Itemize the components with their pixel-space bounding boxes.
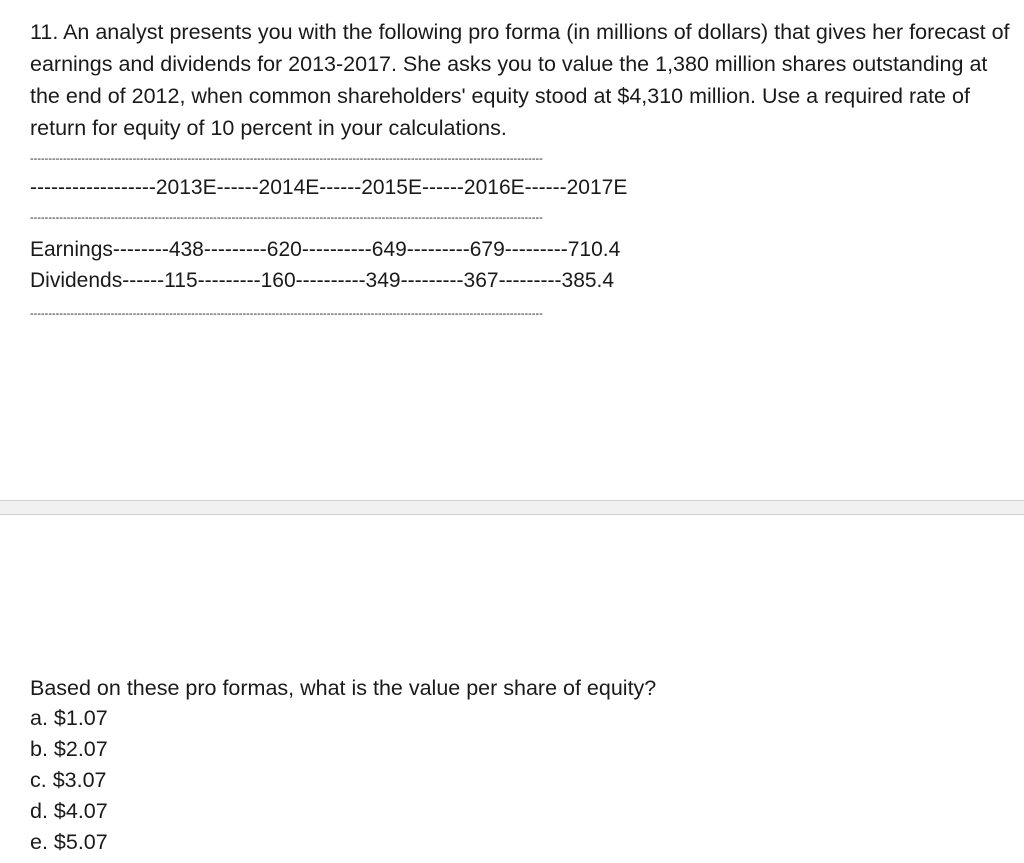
table-header-row: ------------------2013E------2014E------2015E------2016E------2017E [30,176,628,199]
table-separator-bottom: -------------------------------------------------------------------------------------------------------------------------------------------- [30,308,543,320]
option-d[interactable]: d. $4.07 [30,799,108,823]
option-a[interactable]: a. $1.07 [30,706,108,730]
answer-options [30,703,108,858]
question-text: 11. An analyst presents you with the following pro forma (in millions of dollars) that gives her forecast of earnings and dividends for 2013-2017. She asks you to value the 1,380 million shares outstanding at the end of 2012, when common shareholders' equity stood at $4,310 million. Use a required rate of return for equity of 10 percent in your calculations. [30,20,1010,140]
section-divider [0,500,1024,515]
option-e[interactable]: e. $5.07 [30,830,108,854]
table-separator-top: -------------------------------------------------------------------------------------------------------------------------------------------- [30,153,543,165]
question-prompt: Based on these pro formas, what is the value per share of equity? [30,676,657,700]
option-c[interactable]: c. $3.07 [30,768,107,792]
table-earnings-row: Earnings--------438---------620----------649---------679---------710.4 [30,238,621,261]
table-dividends-row: Dividends------115---------160----------349---------367---------385.4 [30,269,615,292]
option-b[interactable]: b. $2.07 [30,737,108,761]
table-separator-middle: -------------------------------------------------------------------------------------------------------------------------------------------- [30,212,543,224]
